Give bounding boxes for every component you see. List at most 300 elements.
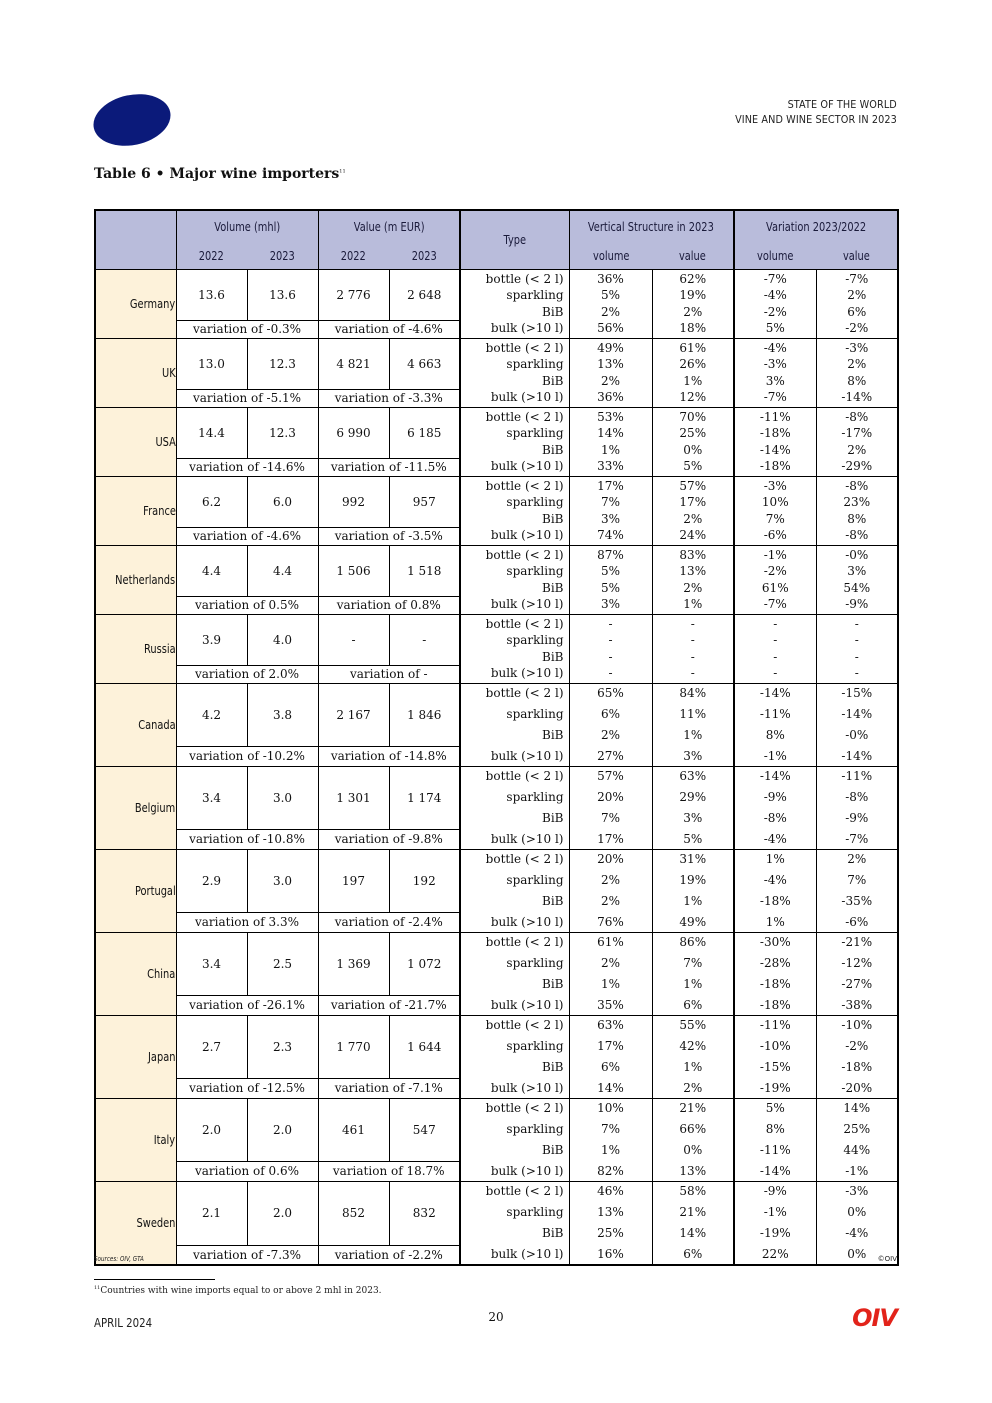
header-vertical-structure: Vertical Structure in 2023 [569, 210, 734, 243]
table-row [95, 407, 898, 459]
vs-value-value: 62% [679, 271, 707, 286]
var-value-value: -10% [841, 1017, 873, 1032]
country-cell: Sweden [95, 1181, 176, 1265]
vs-value-value: - [690, 666, 695, 681]
var-value-value: -17% [841, 426, 873, 441]
type-cell [460, 849, 569, 932]
volume-2022: 2.7 [176, 1015, 247, 1079]
var-value-value: -35% [841, 894, 873, 909]
var-value-cell [816, 683, 898, 766]
vs-volume-cell [569, 683, 652, 766]
var-value-cell [816, 614, 898, 683]
vs-volume-value: 74% [597, 528, 624, 543]
var-value-value: 0% [847, 1247, 867, 1262]
var-volume-value: -1% [763, 1204, 787, 1219]
type-label: bulk (>10 l) [490, 749, 564, 764]
var-value-value: 3% [847, 564, 867, 579]
header-val-2022: 2022 [318, 243, 389, 269]
vs-value-cell [652, 1015, 734, 1098]
vs-value-cell [652, 476, 734, 545]
table-row [95, 269, 898, 321]
var-volume-value: -18% [759, 894, 791, 909]
var-value-value: -20% [841, 1081, 873, 1096]
vs-value-value: 19% [679, 288, 707, 303]
value-2022: 461 [318, 1098, 389, 1162]
vs-value-value: 5% [683, 459, 703, 474]
vs-volume-value: 46% [597, 1183, 624, 1198]
vs-value-value: - [690, 633, 695, 648]
type-label: bottle (< 2 l) [485, 685, 564, 700]
var-value-value: -14% [841, 706, 873, 721]
volume-variation: variation of -7.3% [176, 1245, 318, 1264]
table-row [95, 1098, 898, 1162]
footnote-ref: 11 [339, 168, 346, 175]
var-value-cell [816, 269, 898, 338]
type-label: bottle (< 2 l) [485, 1100, 564, 1115]
volume-2022: 4.4 [176, 545, 247, 597]
volume-2023: 4.4 [247, 545, 318, 597]
type-cell [460, 932, 569, 1015]
var-volume-value: 61% [761, 580, 789, 595]
var-value-value: 2% [847, 851, 867, 866]
vs-volume-cell [569, 614, 652, 683]
vs-value-cell [652, 1181, 734, 1265]
volume-variation: variation of -4.6% [176, 528, 318, 545]
vs-volume-value: 3% [600, 597, 621, 612]
vs-value-value: 2% [683, 580, 703, 595]
var-value-value: 54% [843, 580, 871, 595]
copyright-note: ©OIV [877, 1255, 897, 1263]
var-volume-cell [734, 545, 816, 614]
vs-volume-cell [569, 338, 652, 407]
volume-2023: 2.0 [247, 1181, 318, 1245]
vs-value-cell [652, 849, 734, 932]
vs-volume-value: - [608, 666, 613, 681]
value-2023: 6 185 [389, 407, 460, 459]
type-cell [460, 338, 569, 407]
var-volume-value: -19% [759, 1081, 791, 1096]
vs-volume-value: 20% [597, 851, 624, 866]
value-variation: variation of -9.8% [318, 830, 460, 849]
type-label: BiB [542, 373, 564, 388]
var-value-value: -14% [841, 390, 873, 405]
var-volume-value: -18% [759, 426, 791, 441]
var-value-cell [816, 338, 898, 407]
volume-2022: 13.6 [176, 269, 247, 321]
type-label: sparkling [506, 1204, 564, 1219]
value-2022: 992 [318, 476, 389, 528]
volume-2022: 4.2 [176, 683, 247, 747]
type-label: sparkling [506, 288, 564, 303]
country-cell: Germany [95, 269, 176, 338]
var-volume-value: - [773, 633, 778, 648]
volume-2022: 14.4 [176, 407, 247, 459]
vs-value-value: 1% [683, 1060, 703, 1075]
vs-volume-value: 7% [600, 811, 621, 826]
type-label: BiB [542, 728, 564, 743]
vs-volume-value: 17% [597, 1038, 624, 1053]
header-type: Type [460, 210, 569, 269]
volume-variation: variation of -5.1% [176, 390, 318, 407]
var-value-value: -6% [845, 915, 869, 930]
vs-value-value: 57% [679, 478, 707, 493]
var-volume-value: -1% [763, 749, 787, 764]
value-2023: 2 648 [389, 269, 460, 321]
vs-value-cell [652, 932, 734, 1015]
vs-value-value: 7% [683, 955, 703, 970]
var-volume-value: 22% [761, 1247, 789, 1262]
type-label: bottle (< 2 l) [485, 1017, 564, 1032]
var-value-value: - [854, 616, 859, 631]
var-value-cell [816, 766, 898, 849]
value-variation: variation of -11.5% [318, 459, 460, 476]
value-variation: variation of -3.5% [318, 528, 460, 545]
vs-value-value: 86% [679, 934, 707, 949]
var-value-value: -2% [845, 321, 869, 336]
value-2023: 192 [389, 849, 460, 913]
var-volume-value: -11% [759, 1143, 791, 1158]
value-2022: 2 776 [318, 269, 389, 321]
var-value-value: -11% [841, 768, 873, 783]
type-label: bulk (>10 l) [490, 597, 564, 612]
vs-value-value: - [690, 616, 695, 631]
type-label: sparkling [506, 789, 564, 804]
table-row [95, 338, 898, 390]
type-cell [460, 476, 569, 545]
var-volume-cell [734, 338, 816, 407]
var-volume-value: -9% [763, 789, 787, 804]
vs-volume-cell [569, 407, 652, 476]
vs-value-value: 1% [683, 894, 703, 909]
value-variation: variation of -2.4% [318, 913, 460, 932]
var-value-cell [816, 1015, 898, 1098]
type-cell [460, 683, 569, 766]
vs-value-value: 1% [683, 597, 703, 612]
var-value-value: -15% [841, 685, 873, 700]
vs-volume-value: 5% [600, 564, 621, 579]
var-value-value: 2% [847, 288, 867, 303]
vs-volume-value: 2% [600, 373, 621, 388]
country-cell: Portugal [95, 849, 176, 932]
type-label: bulk (>10 l) [490, 832, 564, 847]
volume-2023: 3.0 [247, 849, 318, 913]
var-value-value: -0% [845, 547, 869, 562]
vs-volume-value: 35% [597, 998, 624, 1013]
vs-value-cell [652, 545, 734, 614]
vs-value-value: 66% [679, 1121, 707, 1136]
var-volume-value: -14% [759, 1164, 791, 1179]
header-variation: Variation 2023/2022 [734, 210, 898, 243]
table-row [95, 932, 898, 996]
type-cell [460, 614, 569, 683]
var-value-value: - [854, 666, 859, 681]
var-value-value: 6% [847, 304, 867, 319]
var-volume-value: - [773, 649, 778, 664]
type-label: bulk (>10 l) [490, 1081, 564, 1096]
type-label: BiB [542, 442, 564, 457]
vs-value-value: 6% [683, 998, 703, 1013]
var-value-value: 2% [847, 357, 867, 372]
type-label: bottle (< 2 l) [485, 547, 564, 562]
var-value-value: -3% [845, 1183, 869, 1198]
type-cell [460, 269, 569, 338]
type-label: sparkling [506, 564, 564, 579]
volume-2023: 12.3 [247, 338, 318, 390]
value-2022: 852 [318, 1181, 389, 1245]
volume-variation: variation of -0.3% [176, 321, 318, 338]
type-label: bulk (>10 l) [490, 666, 564, 681]
var-volume-value: -28% [759, 955, 791, 970]
value-2023: 1 174 [389, 766, 460, 830]
type-label: sparkling [506, 633, 564, 648]
var-volume-value: -14% [759, 442, 791, 457]
vs-volume-cell [569, 476, 652, 545]
vs-value-value: 5% [683, 832, 703, 847]
country-cell: Italy [95, 1098, 176, 1181]
var-value-cell [816, 407, 898, 476]
value-2023: 1 072 [389, 932, 460, 996]
type-label: bottle (< 2 l) [485, 409, 564, 424]
vs-value-value: 3% [683, 811, 703, 826]
vs-volume-cell [569, 1015, 652, 1098]
var-value-value: 8% [847, 373, 867, 388]
oiv-globe-logo [89, 87, 176, 152]
var-volume-value: -6% [763, 528, 787, 543]
value-variation: variation of - [318, 666, 460, 683]
vs-volume-value: 17% [597, 478, 624, 493]
volume-variation: variation of -26.1% [176, 996, 318, 1015]
header-volume: Volume (mhl) [176, 210, 318, 243]
vs-value-value: 2% [683, 1081, 703, 1096]
type-label: bottle (< 2 l) [485, 851, 564, 866]
type-label: bulk (>10 l) [490, 390, 564, 405]
var-volume-value: -3% [763, 357, 787, 372]
var-value-value: -3% [845, 340, 869, 355]
var-value-value: 8% [847, 511, 867, 526]
value-variation: variation of -14.8% [318, 747, 460, 766]
value-2022: 6 990 [318, 407, 389, 459]
vs-value-value: 3% [683, 749, 703, 764]
vs-value-value: 70% [679, 409, 707, 424]
vs-value-value: 14% [679, 1226, 707, 1241]
var-volume-value: - [773, 666, 778, 681]
vs-value-cell [652, 1098, 734, 1181]
var-volume-value: -18% [759, 459, 791, 474]
vs-value-value: 1% [683, 373, 703, 388]
var-volume-value: -11% [759, 1017, 791, 1032]
type-label: bottle (< 2 l) [485, 271, 564, 286]
vs-value-value: 2% [683, 304, 703, 319]
type-label: bulk (>10 l) [490, 459, 564, 474]
type-label: sparkling [506, 426, 564, 441]
footnote-divider [94, 1279, 215, 1280]
type-label: BiB [542, 649, 564, 664]
var-volume-cell [734, 1181, 816, 1265]
country-cell: Belgium [95, 766, 176, 849]
vs-value-value: 63% [679, 768, 707, 783]
var-volume-value: -2% [763, 564, 787, 579]
var-value-value: 14% [843, 1100, 871, 1115]
volume-2023: 2.3 [247, 1015, 318, 1079]
volume-2023: 13.6 [247, 269, 318, 321]
var-value-cell [816, 1181, 898, 1265]
var-value-value: -8% [845, 478, 869, 493]
footnote [94, 1285, 382, 1296]
var-volume-value: -7% [763, 271, 787, 286]
volume-2022: 6.2 [176, 476, 247, 528]
volume-variation: variation of -12.5% [176, 1079, 318, 1098]
var-volume-cell [734, 614, 816, 683]
vs-volume-value: 14% [597, 426, 624, 441]
vs-value-value: 61% [679, 340, 707, 355]
vs-value-value: 18% [679, 321, 707, 336]
value-variation: variation of -7.1% [318, 1079, 460, 1098]
var-volume-cell [734, 1015, 816, 1098]
vs-value-value: 1% [683, 977, 703, 992]
volume-2022: 3.9 [176, 614, 247, 666]
var-value-cell [816, 545, 898, 614]
volume-2023: 6.0 [247, 476, 318, 528]
vs-volume-value: 27% [597, 749, 624, 764]
var-value-cell [816, 932, 898, 1015]
volume-variation: variation of 3.3% [176, 913, 318, 932]
header-line-2: VINE AND WINE SECTOR IN 2023 [735, 113, 897, 126]
vs-value-value: 49% [679, 915, 707, 930]
table-row [95, 849, 898, 913]
volume-2022: 2.1 [176, 1181, 247, 1245]
vs-volume-value: 1% [600, 1143, 621, 1158]
country-cell: Russia [95, 614, 176, 683]
header-vol-2023: 2023 [247, 243, 318, 269]
vs-value-value: 0% [683, 1143, 703, 1158]
value-variation: variation of 0.8% [318, 597, 460, 614]
var-volume-value: -11% [759, 409, 791, 424]
value-variation: variation of -2.2% [318, 1245, 460, 1264]
header-country [95, 210, 176, 269]
country-cell: France [95, 476, 176, 545]
type-label: sparkling [506, 1121, 564, 1136]
var-value-value: -2% [845, 1038, 869, 1053]
var-value-value: -8% [845, 528, 869, 543]
type-label: sparkling [506, 872, 564, 887]
var-volume-value: -7% [763, 390, 787, 405]
value-2023: 1 644 [389, 1015, 460, 1079]
type-label: bulk (>10 l) [490, 915, 564, 930]
var-value-value: -1% [845, 1164, 869, 1179]
type-label: BiB [542, 511, 564, 526]
vs-value-value: 55% [679, 1017, 707, 1032]
var-value-value: -14% [841, 749, 873, 764]
var-volume-value: -18% [759, 998, 791, 1013]
vs-value-cell [652, 683, 734, 766]
type-label: bottle (< 2 l) [485, 616, 564, 631]
vs-volume-value: 36% [597, 271, 624, 286]
vs-value-cell [652, 338, 734, 407]
wine-importers-table [94, 209, 899, 1266]
value-2023: 1 518 [389, 545, 460, 597]
value-2023: 547 [389, 1098, 460, 1162]
oiv-brand-logo: OIV [852, 1304, 897, 1332]
publication-date: APRIL 2024 [94, 1316, 153, 1330]
var-volume-value: 1% [765, 915, 785, 930]
var-volume-value: -1% [763, 547, 787, 562]
value-2022: 4 821 [318, 338, 389, 390]
type-label: BiB [542, 580, 564, 595]
vs-volume-cell [569, 849, 652, 932]
footnote-text: Countries with wine imports equal to or above 2 mhl in 2023. [100, 1286, 382, 1296]
var-volume-value: -4% [763, 832, 787, 847]
type-label: bulk (>10 l) [490, 1164, 564, 1179]
var-volume-value: -30% [759, 934, 791, 949]
footnote-number: 11 [94, 1285, 101, 1291]
volume-2022: 3.4 [176, 766, 247, 830]
var-volume-value: 7% [765, 511, 785, 526]
var-value-value: 0% [847, 1204, 867, 1219]
type-label: sparkling [506, 706, 564, 721]
vs-volume-value: 16% [597, 1247, 624, 1262]
var-volume-value: -15% [759, 1060, 791, 1075]
vs-value-value: 83% [679, 547, 707, 562]
value-variation: variation of -4.6% [318, 321, 460, 338]
vs-value-cell [652, 766, 734, 849]
var-volume-cell [734, 476, 816, 545]
value-2022: 1 506 [318, 545, 389, 597]
var-value-value: 23% [843, 495, 871, 510]
type-label: BiB [542, 894, 564, 909]
table-row [95, 545, 898, 597]
var-volume-cell [734, 849, 816, 932]
type-cell [460, 407, 569, 476]
var-volume-value: 10% [761, 495, 789, 510]
type-label: sparkling [506, 1038, 564, 1053]
volume-variation: variation of -14.6% [176, 459, 318, 476]
vs-volume-value: 49% [597, 340, 624, 355]
var-value-value: - [854, 649, 859, 664]
volume-2022: 2.9 [176, 849, 247, 913]
var-volume-value: -8% [763, 811, 787, 826]
type-label: bulk (>10 l) [490, 998, 564, 1013]
vs-value-value: 42% [679, 1038, 707, 1053]
var-value-value: -9% [845, 597, 869, 612]
vs-volume-value: 3% [600, 511, 621, 526]
vs-volume-value: 76% [597, 915, 624, 930]
var-volume-cell [734, 407, 816, 476]
var-volume-value: -7% [763, 597, 787, 612]
vs-volume-value: - [608, 649, 613, 664]
var-volume-value: -19% [759, 1226, 791, 1241]
header-val-2023: 2023 [389, 243, 460, 269]
vs-volume-value: 56% [597, 321, 624, 336]
table-title-text: Table 6 • Major wine importers [94, 166, 340, 182]
country-cell: Netherlands [95, 545, 176, 614]
value-variation: variation of -3.3% [318, 390, 460, 407]
var-value-value: -8% [845, 409, 869, 424]
vs-value-value: 1% [683, 728, 703, 743]
vs-value-value: 2% [683, 511, 703, 526]
var-volume-cell [734, 932, 816, 1015]
vs-volume-value: 82% [597, 1164, 624, 1179]
var-value-value: 7% [847, 872, 867, 887]
vs-volume-cell [569, 545, 652, 614]
type-label: BiB [542, 304, 564, 319]
var-value-value: -0% [845, 728, 869, 743]
vs-volume-cell [569, 766, 652, 849]
var-volume-value: 3% [765, 373, 785, 388]
report-header [735, 97, 897, 127]
var-value-value: -4% [845, 1226, 869, 1241]
type-label: sparkling [506, 955, 564, 970]
type-label: bottle (< 2 l) [485, 934, 564, 949]
